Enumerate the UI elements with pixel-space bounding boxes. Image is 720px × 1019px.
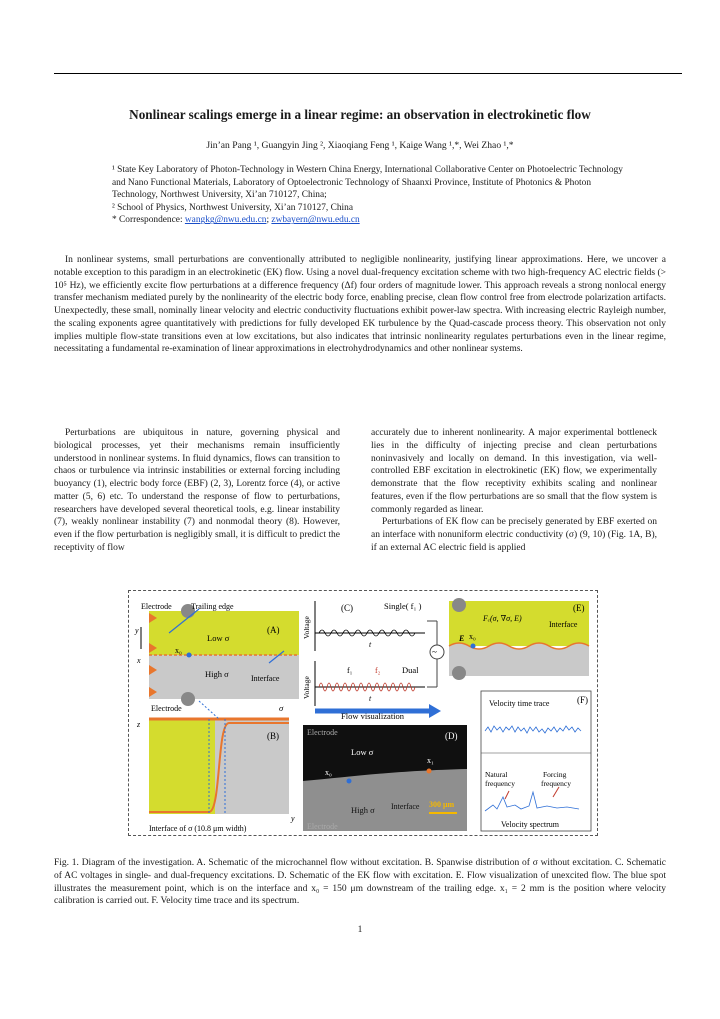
interface-label-d: Interface [391,802,420,811]
x0-label: x₀ [175,646,182,655]
z-axis-label: z [137,720,141,729]
high-sigma-label: High σ [205,669,229,679]
panel-d-label: (D) [445,731,458,741]
voltage-axis-label: Voltage [302,616,311,639]
email-link-2[interactable]: zwbayern@nwu.edu.cn [271,215,360,226]
forcing-frequency-label: Forcing [543,770,567,779]
natural-frequency-label-2: frequency [485,779,515,788]
interface-label: Interface [251,674,280,683]
panel-b [136,701,295,833]
panel-a [134,602,299,713]
figure-1 [128,590,598,836]
page-number: 1 [357,925,363,935]
voltage-axis-label-2: Voltage [302,676,311,699]
correspondence: * Correspondence: wangkg@nwu.edu.cn; zwbayern@nwu.edu.cn [112,215,360,226]
x0-label-e: x₀ [469,632,476,641]
panel-d [303,711,467,831]
figure-1-graphic [129,591,597,835]
f2-legend: f₂ [375,666,381,675]
high-sigma-label-d: High σ [351,805,375,815]
y-axis-label: y [135,626,139,635]
abstract: In nonlinear systems, small perturbations are conventionally attributed to negligible nonlinearity, justifying linear approximations. Here, we uncover a notable exception to this paradigm in an electrokinetic (EK) flow. Using a novel dual-frequency excitation scheme with two high-frequency AC electric fields (> 10⁵ Hz), we efficiently excite flow perturbations at a difference frequency (Δf) four orders of magnitude lower. This approach reveals a strong nonlocal energy transfer mechanism mediated purely by the nonlinearity of the electric body force, enabling precise, clean flow control free from electrode polarization artifacts. Unexpectedly, these small, nominally linear velocity and electric conductivity fluctuations exhibit power-law spectra. With increasing electric Rayleigh number, the scaling exponents agree quantitatively with predictions for fully developed EK turbulence by the Quad-cascade process theory. This observation not only implies multiple flow-state transitions even at low excitations, but also indicates that intrinsic nonlinearity regulates perturbations even in the linear regime, necessitating a fundamental re-examination of linear approximations in electrohydrodynamics and other nonlinear systems. [54,255,666,355]
panel-c [302,601,441,718]
flow-visualization-label: Flow visualization [341,711,405,721]
email-link-1[interactable]: wangkg@nwu.edu.cn [184,215,267,226]
body-paragraph: accurately due to inherent nonlinearity. A major experimental bottleneck lies in the difficulty of injecting precise and clean perturbations noninvasively and locally on demand. In this investigation, via well-controlled EBF excitation in electrokinetic (EK) flow, we experimentally demonstrate that the flow receptivity exhibits scaling and nonlinear features, even if the flow perturbations are so small that the flow system is commonly regarded as linear. [371,428,657,515]
low-sigma-label-d: Low σ [351,747,374,757]
velocity-trace-label: Velocity time trace [489,699,550,708]
electrode-top-label-d: Electrode [307,728,338,737]
dual-label: Dual [402,665,419,675]
panel-b-label: (B) [267,731,279,741]
e-field-label: E [459,634,465,643]
panel-f [481,691,591,831]
trailing-edge-label: Trailing edge [191,602,234,611]
single-label: Single( f₁ ) [384,601,422,611]
panel-f-label: (F) [577,695,588,705]
body-paragraph: Perturbations of EK flow can be precisely generated by EBF exerted on an interface with nonuniform electric conductivity (σ) (9, 10) (Fig. 1A, B), if an external AC electric field is applied [371,517,657,553]
paper-title: Nonlinear scalings emerge in a linear regime: an observation in electrokinetic flow [129,107,591,122]
author-list: Jin’an Pang ¹, Guangyin Jing ², Xiaoqiang Feng ¹, Kaige Wang ¹,*, Wei Zhao ¹,* [206,140,514,151]
affiliations [112,164,632,227]
f1-legend: f₁ [347,666,353,675]
time-axis-label-2: t [369,694,372,703]
body-column-left [54,427,340,555]
sine-icon: ~ [432,647,437,657]
x1-label-d: x₁ [427,756,434,765]
affiliation-1: ¹ State Key Laboratory of Photon-Technology in Western China Energy, International Collaborative Center on Photoelectric Technology and Nano Functional Materials, Laboratory of Optoelectronic Technology of Shaanxi Province, Institute of Photonics & Photon Technology, Northwest University, Xi’an 710127, China; [112,165,623,201]
force-label: Fₑ(σ, ∇σ, E) [483,614,522,623]
interface-label-e: Interface [549,620,578,629]
header-rule [54,73,682,74]
x0-label-d: x₀ [325,768,332,777]
affiliation-2: ² School of Physics, Northwest University, Xi’an 710127, China [112,202,353,213]
time-axis-label: t [369,640,372,649]
scale-bar-label: 300 μm [429,800,455,809]
velocity-spectrum-label: Velocity spectrum [501,820,559,829]
ac-source [427,621,444,687]
panel-a-label: (A) [267,625,280,635]
x-axis-label: x [137,656,141,665]
interface-width-note: Interface of σ (10.8 μm width) [149,824,247,833]
body-column-right [371,427,657,555]
natural-frequency-label: Natural [485,770,508,779]
figure-caption: Fig. 1. Diagram of the investigation. A. Schematic of the microchannel flow without excitation. B. Spanwise distribution of σ without excitation. C. Schematic of AC voltages in single- and dual-frequency excitations. D. Schematic of the EK flow with excitation. E. Flow visualization of unexcited flow. The blue spot illustrates the measurement point, which is on the interface and x₀ = 150 μm downstream of the trailing edge. x₁ = 2 mm is the position where velocity calibration is carried out. F. Velocity time trace and its spectrum. [54,858,666,907]
electrode-top-label: Electrode [141,602,172,611]
forcing-frequency-label-2: frequency [541,779,571,788]
panel-e [449,598,589,680]
electrode-bottom-label-d: Electrode [307,822,338,831]
panel-e-label: (E) [573,603,585,613]
body-paragraph: Perturbations are ubiquitous in nature, governing physical and biological processes, yet their mechanisms remain insufficiently understood in nonlinear systems. In fluid dynamics, flows can transition to chaos or turbulence via intrinsic instabilities or external forcing including buoyancy (1), electric body force (EBF) (2, 3), Lorentz force (4), or active matter (5, 6) etc. To understand the response of flow to perturbations, researchers have developed several theoretical tools, e.g. linear instability (7), weakly nonlinear instability (7) and nonmodal theory (8). However, even if the flow perturbation is negligibly small, it is difficult to predict the receptivity of flow [54,428,340,553]
sigma-label: σ [279,703,284,713]
low-sigma-label: Low σ [207,633,230,643]
panel-c-label: (C) [341,603,353,613]
electrode-bottom-label: Electrode [151,704,182,713]
b-y-axis-label: y [291,814,295,823]
